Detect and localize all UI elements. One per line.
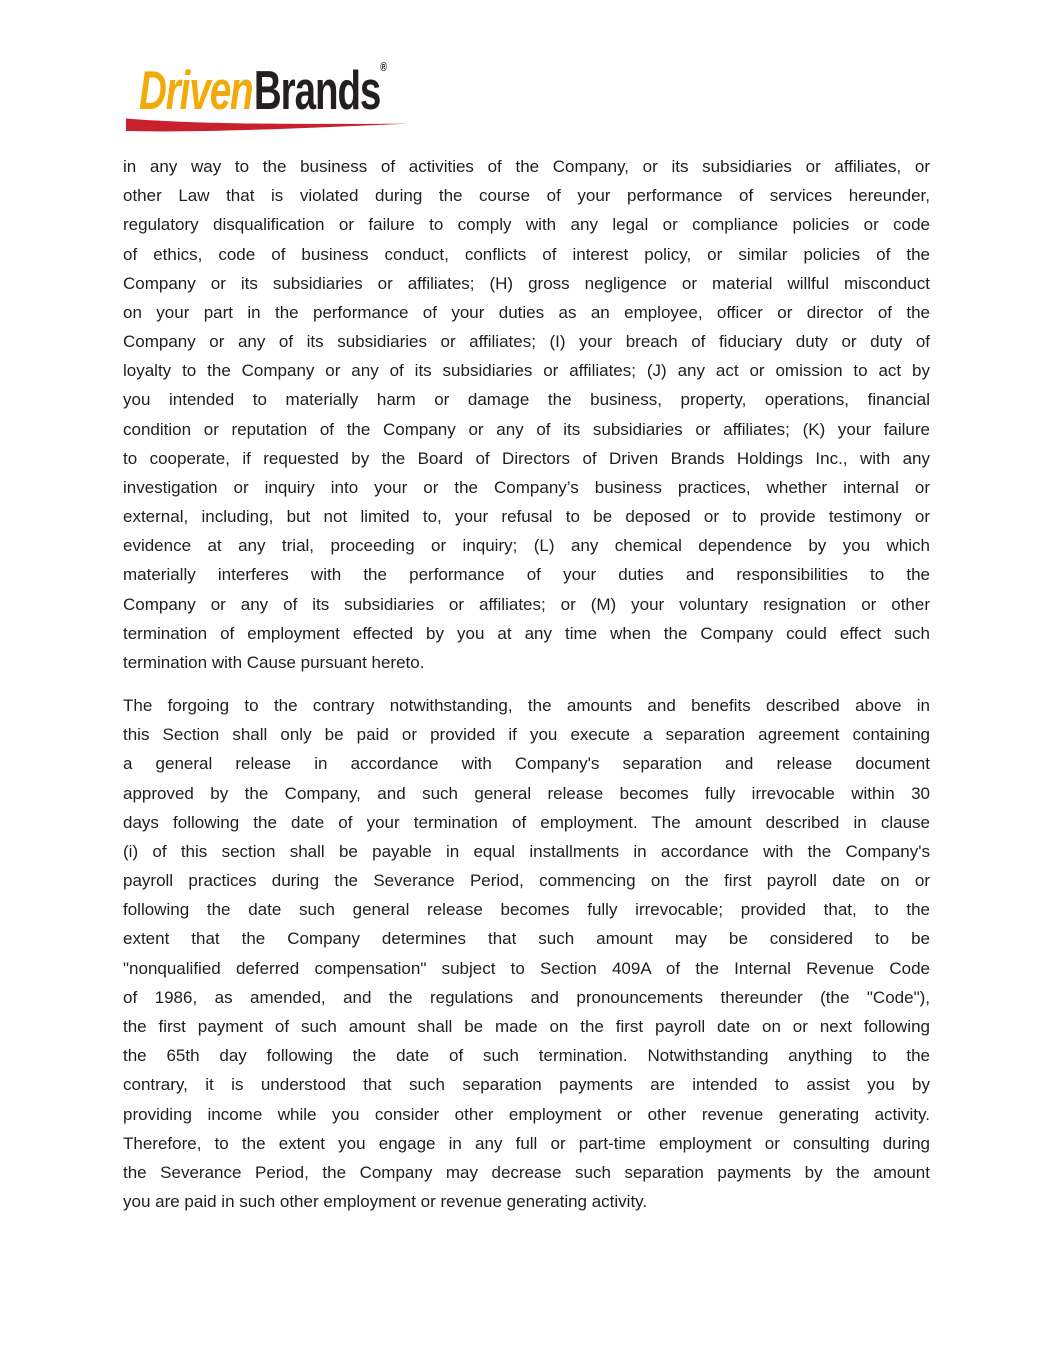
text-line: to cooperate, if requested by the Board of Directors of Driven Brands Holdings Inc., with any [123, 448, 930, 468]
text-line: Company or its subsidiaries or affiliates; (H) gross negligence or material willful misconduct [123, 273, 930, 293]
text-line: approved by the Company, and such general release becomes fully irrevocable within 30 [123, 783, 930, 803]
text-line: the first payment of such amount shall be made on the first payroll date on or next following [123, 1016, 930, 1036]
text-line: investigation or inquiry into your or the Company’s business practices, whether internal or [123, 477, 930, 497]
text-line: the 65th day following the date of such termination. Notwithstanding anything to the [123, 1046, 930, 1066]
logo-brands-text: Brands [253, 59, 381, 121]
text-line: contrary, it is understood that such separation payments are intended to assist you by [123, 1075, 930, 1095]
text-line: providing income while you consider other employment or other revenue generating activity. [123, 1104, 930, 1124]
text-line: termination of employment effected by you at any time when the Company could effect such [123, 623, 930, 643]
logo-wordmark [139, 59, 387, 121]
text-line: the Severance Period, the Company may decrease such separation payments by the amount [123, 1162, 930, 1182]
text-line: Therefore, to the extent you engage in any full or part-time employment or consulting during [123, 1133, 930, 1153]
text-line: payroll practices during the Severance Period, commencing on the first payroll date on or [123, 871, 930, 891]
text-line: loyalty to the Company or any of its subsidiaries or affiliates; (J) any act or omission to act by [123, 361, 930, 381]
text-line: Company or any of its subsidiaries or affiliates; (I) your breach of fiduciary duty or duty of [123, 332, 930, 352]
text-line: Company or any of its subsidiaries or affiliates; or (M) your voluntary resignation or other [123, 594, 930, 614]
text-line: following the date such general release becomes fully irrevocable; provided that, to the [123, 900, 930, 920]
text-line: you are paid in such other employment or revenue generating activity. [123, 1192, 648, 1212]
text-line: days following the date of your termination of employment. The amount described in clause [123, 812, 930, 832]
text-line: other Law that is violated during the course of your performance of services hereunder, [123, 186, 930, 206]
text-line: in any way to the business of activities of the Company, or its subsidiaries or affiliates, or [123, 157, 930, 176]
text-line: "nonqualified deferred compensation" subject to Section 409A of the Internal Revenue Code [123, 958, 930, 978]
paragraph [123, 152, 930, 677]
text-line: regulatory disqualification or failure to comply with any legal or compliance policies or code [123, 215, 930, 235]
document-body [123, 152, 930, 1216]
text-line: condition or reputation of the Company or any of its subsidiaries or affiliates; (K) your failure [123, 419, 930, 439]
text-line: you intended to materially harm or damage the business, property, operations, financial [123, 390, 930, 410]
text-line: materially interferes with the performance of your duties and responsibilities to the [123, 565, 930, 585]
text-line: on your part in the performance of your duties as an employee, officer or director of the [123, 302, 930, 322]
text-line: of ethics, code of business conduct, conflicts of interest policy, or similar policies of the [123, 244, 930, 264]
text-line: The forgoing to the contrary notwithstanding, the amounts and benefits described above in [123, 696, 930, 716]
text-line: extent that the Company determines that such amount may be considered to be [123, 929, 930, 949]
text-line: termination with Cause pursuant hereto. [123, 652, 425, 672]
driven-brands-logo [125, 60, 425, 140]
logo-driven-text: Driven [139, 59, 253, 121]
paragraph [123, 691, 930, 1216]
registered-trademark-icon: ® [380, 59, 387, 74]
text-line: (i) of this section shall be payable in equal installments in accordance with the Company's [123, 841, 930, 861]
text-line: external, including, but not limited to, your refusal to be deposed or to provide testimony or [123, 507, 930, 527]
logo-swoosh-icon [125, 117, 410, 135]
text-line: of 1986, as amended, and the regulations and pronouncements thereunder (the "Code"), [123, 987, 930, 1007]
text-line: evidence at any trial, proceeding or inquiry; (L) any chemical dependence by you which [123, 536, 930, 556]
text-line: a general release in accordance with Company's separation and release document [123, 754, 930, 774]
text-line: this Section shall only be paid or provided if you execute a separation agreement containing [123, 725, 930, 745]
